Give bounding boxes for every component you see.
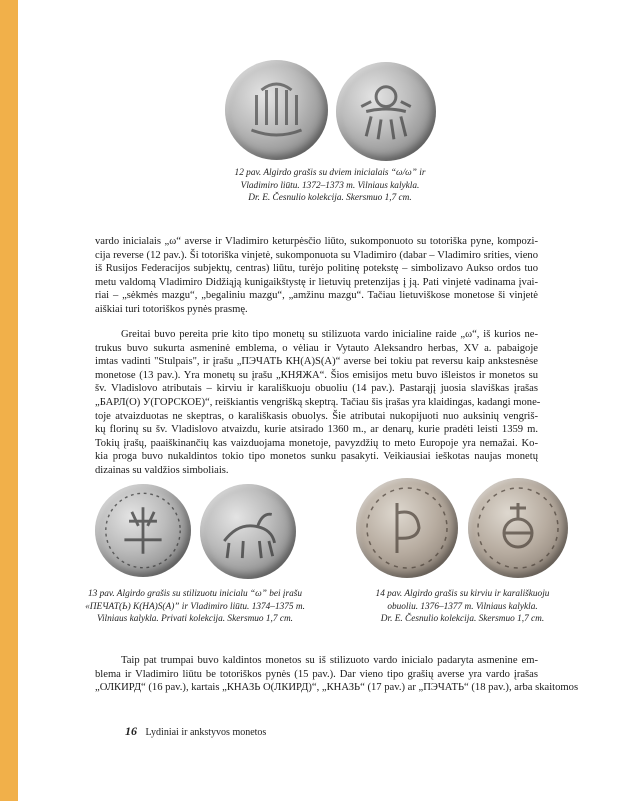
figure-12-caption: 12 pav. Algirdo grašis su dviem inicialais “ω/ω” ir Vladimiro liūtu. 1372–1373 m. Vilniaus kalykla. Dr. E. Česnulio kolekcija. Skersmuo 1,7 cm. xyxy=(234,168,426,203)
page-margin-bar xyxy=(0,0,18,801)
running-title: Lydiniai ir ankstyvos monetos xyxy=(145,727,267,738)
paragraph-2: Greitai buvo pereita prie kito tipo monetų su stilizuota vardo inicialine raide „ω“, iš kurios ne- trukus buvo sukurta asmeninė emblema, o vėliau ir Vytauto Aleksandro herbas, XV a. pabaigoje imtas vadinti "Stulpais", ir įrašu „ПЭЧАТЬ КН(A)S(A)“ averse bei tokiu pat reversu kaip ankstesnėse monetose (13 pav.). Yra monetų su įrašu „КНЯЖА“. Šios emisijos metu buvo išleistos ir monetos su šv. Vladislovo atributais – kirviu ir karališkuoju obuoliu (14 pav.). Pastarąjį juosia slaviškas įrašas „БАРЛ(О) У(ГОРСКОЕ)“, reiškiantis vengrišką skeptrą. Tačiau šis įrašas yra klaidingas, kadangi mone- toje atvaizduotas ne skeptras, o karališkasis obuolys. Šie atributai nukopijuoti nuo auksinių vengriš- kų florinų su šv. Vladislovo atvaizdu, kurie atsirado 1360 m., ar denarų, kurie pradėti leisti 1359 m. Tokių įrašų, paaiškinančių kas vaizduojama monetoje, pavyzdžių to meto Europoje yra nemažai. Ko- kia proga buvo nukaldintos tokio tipo monetos sunku pasakyti. Veikiausiai ieškotas naujas monetų dizainas su valdžios simboliais. xyxy=(95,329,541,476)
page-footer xyxy=(125,724,266,739)
coin-13-obverse-image xyxy=(95,484,191,577)
figure-13-caption: 13 pav. Algirdo grašis su stilizuotu inicialu “ω” bei įrašu «ПЕЧАТ(Ь) К(НA)S(A)” ir Vladimiro liūtu. 1374–1375 m. Vilniaus kalykla. Privati kolekcija. Skersmuo 1,7 cm. xyxy=(85,589,305,624)
paragraph-3: Taip pat trumpai buvo kaldintos monetos su iš stilizuoto vardo inicialo padaryta asmenine em- blema ir Vladimiro liūtu be totoriškos pynės (15 pav.). Dar vieno tipo grašių averse yra vardo įrašas „ОЛКИРД“ (16 pav.), kartais „КНАЗЬ О(ЛКИРД)“, „КНАЗЬ“ (17 pav.) ar „ПЭЧАТЬ“ (18 pav.), arba skaitomos xyxy=(95,655,579,694)
coin-12-reverse-image xyxy=(336,62,436,161)
figure-14-caption: 14 pav. Algirdo grašis su kirviu ir karališkuoju obuoliu. 1376–1377 m. Vilniaus kalykla. Dr. E. Česnulio kolekcija. Skersmuo 1,7 cm. xyxy=(375,589,550,624)
paragraph-1: vardo inicialais „ω“ averse ir Vladimiro keturpėsčio liūto, sukomponuoto su totoriška pyne, kompozi- cija reverse (12 pav.). Ši totoriška vinjetė, sukomponuota su Vladimiro (dabar – Vladimiro srities, vieno iš Rusijos Federacijos subjektų, centras) liūtu, turėjo politinę potekstę – simbolizavo Aukso ordos tuo metu valdomą Vladimiro Didžiąją kunigaikštystę ir lietuvių pretenzijas į ją. Pati vinjetė vadinama įvai- riai – „sėkmės mazgu“, „begaliniu mazgu“, „amžinu mazgu“. Tačiau lietuviškose monetose ši vinjetė aiškiai turi totoriškos pynės prasmę. xyxy=(95,236,538,315)
page-number: 16 xyxy=(125,724,137,738)
coin-13-reverse-image xyxy=(200,484,296,579)
coin-12-obverse-image xyxy=(225,60,328,160)
coin-14-reverse-image xyxy=(468,478,568,578)
coin-14-obverse-image xyxy=(356,478,458,578)
